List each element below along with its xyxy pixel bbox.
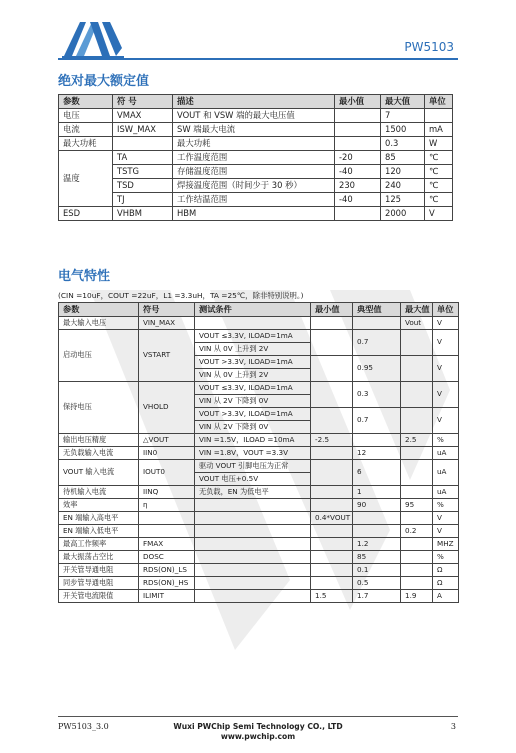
cell-max bbox=[401, 538, 433, 551]
cell-cond bbox=[195, 590, 311, 603]
cell-cond: 驱动 VOUT 引脚电压为正常 bbox=[195, 460, 311, 473]
col-header: 符 号 bbox=[113, 95, 173, 109]
cell-unit: V bbox=[433, 382, 459, 408]
cell-unit: uA bbox=[433, 486, 459, 499]
cell-cond: VIN 从 0V 上升到 2V bbox=[195, 369, 311, 382]
cell-symbol: IINQ bbox=[139, 486, 195, 499]
col-header: 参数 bbox=[59, 95, 113, 109]
table-row bbox=[59, 538, 459, 551]
cell-unit: % bbox=[433, 499, 459, 512]
cell-param: 无负载输入电流 bbox=[59, 447, 139, 460]
test-conditions-note: (CIN =10uF，COUT =22uF，L1 =3.3uH，TA =25℃，除非特别说明。) bbox=[58, 291, 304, 300]
table-row bbox=[59, 330, 459, 343]
cell-max: 7 bbox=[381, 109, 425, 123]
cell-symbol: VHOLD bbox=[139, 382, 195, 434]
cell-unit: Ω bbox=[433, 564, 459, 577]
col-header: 参数 bbox=[59, 303, 139, 317]
cell-min bbox=[335, 109, 381, 123]
table-row bbox=[59, 109, 453, 123]
cell-cond: VOUT 电压+0.5V bbox=[195, 473, 311, 486]
cell-min bbox=[311, 356, 353, 382]
cell-max bbox=[401, 382, 433, 408]
cell-typ bbox=[353, 317, 401, 330]
cell-param: 开关管导通电阻 bbox=[59, 564, 139, 577]
cell-symbol bbox=[139, 512, 195, 525]
cell-unit: ℃ bbox=[425, 193, 453, 207]
cell-max: 1500 bbox=[381, 123, 425, 137]
cell-typ: 0.1 bbox=[353, 564, 401, 577]
cell-cond: 无负载，EN 为低电平 bbox=[195, 486, 311, 499]
electrical-title: 电气特性 bbox=[58, 269, 111, 284]
cell-symbol: TJ bbox=[113, 193, 173, 207]
cell-cond bbox=[195, 499, 311, 512]
table-row bbox=[59, 590, 459, 603]
cell-param: VOUT 输入电流 bbox=[59, 460, 139, 486]
cell-desc: 焊接温度范围（时间少于 30 秒） bbox=[173, 179, 335, 193]
col-header: 最小值 bbox=[335, 95, 381, 109]
table-header-row bbox=[59, 95, 453, 109]
cell-min bbox=[311, 317, 353, 330]
cell-min bbox=[311, 538, 353, 551]
cell-min bbox=[311, 330, 353, 356]
cell-symbol bbox=[113, 137, 173, 151]
cell-symbol: ISW_MAX bbox=[113, 123, 173, 137]
cell-unit: uA bbox=[433, 447, 459, 460]
cell-param: 最大功耗 bbox=[59, 137, 113, 151]
cell-typ bbox=[353, 525, 401, 538]
cell-param: 输出电压精度 bbox=[59, 434, 139, 447]
cell-symbol: TSD bbox=[113, 179, 173, 193]
cell-min bbox=[311, 551, 353, 564]
cell-unit: ℃ bbox=[425, 151, 453, 165]
cell-symbol: △VOUT bbox=[139, 434, 195, 447]
cell-unit: W bbox=[425, 137, 453, 151]
cell-unit: mA bbox=[425, 123, 453, 137]
cell-param: 最高工作频率 bbox=[59, 538, 139, 551]
table-row bbox=[59, 123, 453, 137]
table-header-row bbox=[59, 303, 459, 317]
table-row bbox=[59, 434, 459, 447]
cell-cond: VIN 从 0V 上升到 2V bbox=[195, 343, 311, 356]
cell-min bbox=[311, 447, 353, 460]
cell-max bbox=[401, 408, 433, 434]
cell-unit: ℃ bbox=[425, 165, 453, 179]
cell-symbol: TSTG bbox=[113, 165, 173, 179]
cell-symbol: IIN0 bbox=[139, 447, 195, 460]
cell-symbol: TA bbox=[113, 151, 173, 165]
cell-cond bbox=[195, 317, 311, 330]
cell-unit: V bbox=[425, 207, 453, 221]
table-row bbox=[59, 499, 459, 512]
company-name: Wuxi PWChip Semi Technology CO., LTD bbox=[173, 722, 343, 731]
cell-param: 效率 bbox=[59, 499, 139, 512]
cell-min bbox=[311, 499, 353, 512]
cell-min: -40 bbox=[335, 165, 381, 179]
cell-unit: V bbox=[433, 408, 459, 434]
cell-symbol: VSTART bbox=[139, 330, 195, 382]
table-row bbox=[59, 486, 459, 499]
col-header: 最小值 bbox=[311, 303, 353, 317]
cell-param: 保持电压 bbox=[59, 382, 139, 434]
abs-max-title: 绝对最大额定值 bbox=[58, 74, 150, 89]
cell-cond: VIN 从 2V 下降到 0V bbox=[195, 395, 311, 408]
cell-unit: Ω bbox=[433, 577, 459, 590]
table-row bbox=[59, 193, 453, 207]
cell-symbol: η bbox=[139, 499, 195, 512]
cell-symbol bbox=[139, 525, 195, 538]
cell-desc: 工作温度范围 bbox=[173, 151, 335, 165]
cell-cond bbox=[195, 512, 311, 525]
footer-company bbox=[0, 722, 516, 743]
col-header: 典型值 bbox=[353, 303, 401, 317]
cell-max: 120 bbox=[381, 165, 425, 179]
cell-cond: VOUT >3.3V, ILOAD=1mA bbox=[195, 408, 311, 421]
page-number: 3 bbox=[450, 722, 456, 731]
cell-unit: V bbox=[433, 512, 459, 525]
cell-unit: % bbox=[433, 434, 459, 447]
cell-typ: 0.95 bbox=[353, 356, 401, 382]
company-logo bbox=[62, 18, 124, 60]
cell-unit: % bbox=[433, 551, 459, 564]
table-row bbox=[59, 382, 459, 395]
cell-cond bbox=[195, 525, 311, 538]
table-row bbox=[59, 577, 459, 590]
cell-max bbox=[401, 564, 433, 577]
cell-symbol: RDS(ON)_LS bbox=[139, 564, 195, 577]
cell-max: 2000 bbox=[381, 207, 425, 221]
cell-max: 0.2 bbox=[401, 525, 433, 538]
cell-min bbox=[311, 564, 353, 577]
col-header: 描述 bbox=[173, 95, 335, 109]
cell-max: 1.9 bbox=[401, 590, 433, 603]
cell-min bbox=[311, 486, 353, 499]
cell-symbol: VMAX bbox=[113, 109, 173, 123]
cell-typ bbox=[353, 434, 401, 447]
cell-unit: V bbox=[433, 330, 459, 356]
cell-max bbox=[401, 486, 433, 499]
cell-typ: 1.7 bbox=[353, 590, 401, 603]
cell-symbol: DOSC bbox=[139, 551, 195, 564]
cell-unit: A bbox=[433, 590, 459, 603]
cell-desc: SW 端最大电流 bbox=[173, 123, 335, 137]
table-row bbox=[59, 165, 453, 179]
cell-desc: 工作结温范围 bbox=[173, 193, 335, 207]
cell-min: 230 bbox=[335, 179, 381, 193]
cell-typ: 12 bbox=[353, 447, 401, 460]
header-rule bbox=[58, 58, 458, 60]
cell-param: 开关管电流限值 bbox=[59, 590, 139, 603]
cell-max bbox=[401, 356, 433, 382]
cell-param: ESD bbox=[59, 207, 113, 221]
cell-typ bbox=[353, 512, 401, 525]
cell-cond: VOUT ≤3.3V, ILOAD=1mA bbox=[195, 330, 311, 343]
cell-min: -20 bbox=[335, 151, 381, 165]
cell-max bbox=[401, 512, 433, 525]
cell-typ: 0.7 bbox=[353, 330, 401, 356]
cell-param: EN 端输入高电平 bbox=[59, 512, 139, 525]
cell-typ: 90 bbox=[353, 499, 401, 512]
cell-param: 最大输入电压 bbox=[59, 317, 139, 330]
cell-min: -40 bbox=[335, 193, 381, 207]
cell-typ: 0.5 bbox=[353, 577, 401, 590]
cell-max bbox=[401, 447, 433, 460]
cell-min bbox=[335, 123, 381, 137]
cell-min bbox=[335, 207, 381, 221]
cell-desc: 存储温度范围 bbox=[173, 165, 335, 179]
cell-symbol: ILIMIT bbox=[139, 590, 195, 603]
cell-cond: VIN =1.5V，ILOAD =10mA bbox=[195, 434, 311, 447]
col-header: 最大值 bbox=[381, 95, 425, 109]
cell-cond: VOUT >3.3V, ILOAD=1mA bbox=[195, 356, 311, 369]
cell-max: 125 bbox=[381, 193, 425, 207]
cell-min bbox=[311, 525, 353, 538]
cell-symbol: VIN_MAX bbox=[139, 317, 195, 330]
cell-param: 启动电压 bbox=[59, 330, 139, 382]
cell-param: 温度 bbox=[59, 151, 113, 207]
cell-param: 待机输入电流 bbox=[59, 486, 139, 499]
col-header: 单位 bbox=[425, 95, 453, 109]
abs-max-table bbox=[58, 94, 453, 221]
cell-max: 2.5 bbox=[401, 434, 433, 447]
table-row bbox=[59, 564, 459, 577]
cell-unit: V bbox=[433, 525, 459, 538]
table-row bbox=[59, 512, 459, 525]
cell-unit: V bbox=[433, 317, 459, 330]
table-row bbox=[59, 447, 459, 460]
cell-unit bbox=[425, 109, 453, 123]
cell-unit: ℃ bbox=[425, 179, 453, 193]
cell-cond bbox=[195, 564, 311, 577]
cell-cond bbox=[195, 577, 311, 590]
col-header: 最大值 bbox=[401, 303, 433, 317]
cell-param: 电压 bbox=[59, 109, 113, 123]
cell-min: 1.5 bbox=[311, 590, 353, 603]
cell-max bbox=[401, 577, 433, 590]
cell-min bbox=[335, 137, 381, 151]
cell-unit: uA bbox=[433, 460, 459, 486]
cell-max: 240 bbox=[381, 179, 425, 193]
cell-typ: 6 bbox=[353, 460, 401, 486]
cell-max bbox=[401, 551, 433, 564]
cell-min bbox=[311, 460, 353, 486]
cell-symbol: IOUT0 bbox=[139, 460, 195, 486]
cell-min bbox=[311, 408, 353, 434]
footer-rule bbox=[58, 716, 458, 717]
cell-max: 85 bbox=[381, 151, 425, 165]
cell-max bbox=[401, 330, 433, 356]
col-header: 符号 bbox=[139, 303, 195, 317]
cell-typ: 0.7 bbox=[353, 408, 401, 434]
cell-max: 0.3 bbox=[381, 137, 425, 151]
table-row bbox=[59, 525, 459, 538]
cell-typ: 1.2 bbox=[353, 538, 401, 551]
cell-typ: 1 bbox=[353, 486, 401, 499]
table-row bbox=[59, 179, 453, 193]
cell-min bbox=[311, 577, 353, 590]
cell-symbol: RDS(ON)_HS bbox=[139, 577, 195, 590]
cell-symbol: FMAX bbox=[139, 538, 195, 551]
cell-unit: V bbox=[433, 356, 459, 382]
cell-param: 最大振荡占空比 bbox=[59, 551, 139, 564]
cell-cond: VIN 从 2V 下降到 0V bbox=[195, 421, 311, 434]
table-row bbox=[59, 460, 459, 473]
cell-unit: MHZ bbox=[433, 538, 459, 551]
table-row bbox=[59, 551, 459, 564]
part-number: PW5103 bbox=[404, 40, 454, 54]
cell-max: Vout bbox=[401, 317, 433, 330]
website-link[interactable]: www.pwchip.com bbox=[220, 732, 296, 742]
table-row bbox=[59, 207, 453, 221]
cell-min: 0.4*VOUT bbox=[311, 512, 353, 525]
cell-cond bbox=[195, 538, 311, 551]
cell-param: 电流 bbox=[59, 123, 113, 137]
cell-min: -2.5 bbox=[311, 434, 353, 447]
cell-typ: 85 bbox=[353, 551, 401, 564]
cell-desc: 最大功耗 bbox=[173, 137, 335, 151]
cell-desc: HBM bbox=[173, 207, 335, 221]
col-header: 测试条件 bbox=[195, 303, 311, 317]
electrical-table bbox=[58, 302, 459, 603]
cell-cond: VOUT ≤3.3V, ILOAD=1mA bbox=[195, 382, 311, 395]
cell-cond: VIN =1.8V，VOUT =3.3V bbox=[195, 447, 311, 460]
col-header: 单位 bbox=[433, 303, 459, 317]
cell-min bbox=[311, 382, 353, 408]
table-row bbox=[59, 151, 453, 165]
cell-max bbox=[401, 460, 433, 486]
cell-param: 同步管导通电阻 bbox=[59, 577, 139, 590]
doc-version: PW5103_3.0 bbox=[58, 722, 109, 731]
cell-param: EN 端输入低电平 bbox=[59, 525, 139, 538]
cell-typ: 0.3 bbox=[353, 382, 401, 408]
cell-symbol: VHBM bbox=[113, 207, 173, 221]
cell-cond bbox=[195, 551, 311, 564]
cell-max: 95 bbox=[401, 499, 433, 512]
table-row bbox=[59, 317, 459, 330]
table-row bbox=[59, 137, 453, 151]
cell-desc: VOUT 和 VSW 端的最大电压值 bbox=[173, 109, 335, 123]
